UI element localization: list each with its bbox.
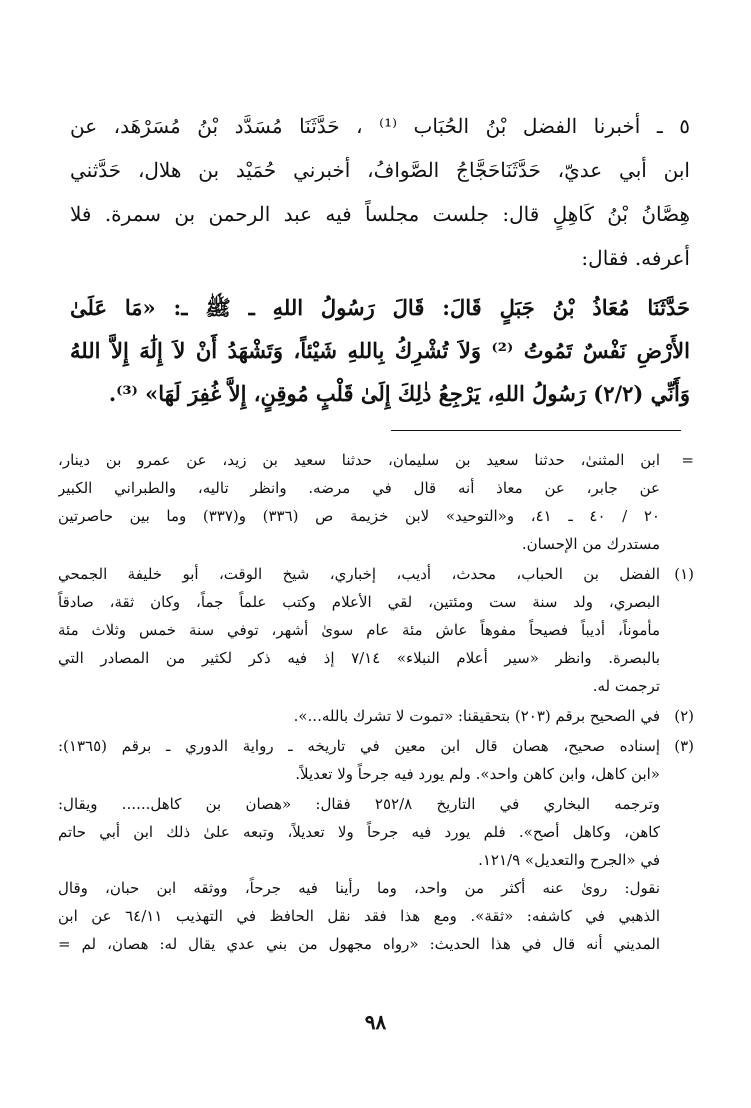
main-text	[70, 104, 690, 415]
footnote-line: في «الجرح والتعديل» ١٢١/٩.	[478, 851, 660, 869]
footnote-3	[58, 732, 694, 788]
footnote-marker: (١)	[674, 565, 694, 583]
footnote-separator	[391, 430, 681, 431]
footnote-line: البصري، ولد سنة ست ومئتين، لقي الأعلام وكتب علماً جماً، وكان ثقة، صادقاً	[58, 593, 660, 611]
footnotes	[58, 446, 694, 958]
footnote-line: ابن المثنىٰ، حدثنا سعيد بن سليمان، حدثنا سعيد بن زيد، عن عمرو بن دينار،	[58, 451, 660, 469]
hadith-line: حَدَّثَنَا مُعَاذُ بْنُ جَبَلٍ قَالَ: قَالَ رَسُولُ اللهِ ـ ﷺ ـ: «مَا عَلَىٰ	[70, 295, 690, 320]
footnote-line: إسناده صحيح، هصان قال ابن معين في تاريخه ـ رواية الدوري ـ برقم (١٣٦٥):	[58, 737, 660, 755]
footnote-continuation	[58, 446, 694, 558]
hadith-text	[70, 286, 690, 415]
footnote-marker: (٢)	[674, 707, 694, 725]
intro-paragraph	[70, 104, 690, 280]
page-number: ٩٨	[364, 1010, 387, 1034]
text-line: ٥ ـ أخبرنا الفضل بْنُ الحُبَاب ⁽¹⁾ ، حَدَّثَنَا مُسَدَّد بْنُ مُسَرْهَد، عن	[70, 114, 690, 138]
footnote-paragraph	[58, 874, 660, 958]
footnote-line: كاهن، وكاهل أصح». فلم يورد فيه جرحاً ولا تعديلاً، وتبعه علىٰ ذلك ابن أبي حاتم	[58, 823, 660, 841]
text-line: أعرفه. فقال:	[581, 246, 690, 270]
footnote-paragraph	[58, 790, 660, 874]
footnote-marker: =	[681, 451, 694, 469]
footnote-marker: (٣)	[674, 737, 694, 755]
footnote-line: الذهبي في كاشفه: «ثقة». ومع هذا فقد نقل الحافظ في التهذيب ٦٤/١١ عن ابن	[58, 907, 660, 925]
footnote-line: في الصحيح برقم (٢٠٣) بتحقيقنا: «تموت لا تشرك بالله...».	[293, 707, 660, 725]
footnote-line: مستدرك من الإحسان.	[521, 535, 660, 553]
footnote-line: ترجمت له.	[592, 677, 660, 695]
footnote-1	[58, 560, 694, 700]
footnote-line: الفضل بن الحباب، محدث، أديب، إخباري، شيخ الوقت، أبو خليفة الجمحي	[58, 565, 660, 583]
footnote-line: وترجمه البخاري في التاريخ ٢٥٢/٨ فقال: «هصان بن كاهل...... ويقال:	[58, 795, 660, 813]
footnote-line: مأموناً، أديباً فصيحاً مفوهاً عاش مئة عام سوىٰ أشهر، توفي سنة خمس وثلاث مئة	[58, 621, 660, 639]
footnote-2	[58, 702, 694, 730]
footnote-line: المديني أنه قال في هذا الحديث: «رواه مجهول من بني عدي يقال له: هصان، لم =	[58, 935, 660, 953]
footnote-line: نقول: روىٰ عنه أكثر من واحد، وما رأينا فيه جرحاً، ووثقه ابن حبان، وقال	[58, 879, 660, 897]
footnote-line: عن جابر، عن معاذ أنه قال في مرضه. وانظر تاليه، والطبراني الكبير	[58, 479, 660, 497]
hadith-line: وَأَنِّي (٢/٢) رَسُولُ اللهِ، يَرْجِعُ ذٰلِكَ إِلَىٰ قَلْبٍ مُوقِنٍ، إِلاَّ غُفِرَ لَهَا» ⁽³⁾.	[108, 381, 690, 406]
footnote-line: «ابن كاهل، وابن كاهن واحد». ولم يورد فيه جرحاً ولا تعديلاً.	[295, 765, 660, 783]
footnote-line: ٢٠ / ٤٠ ـ ٤١، و«التوحيد» لابن خزيمة ص (٣٣٦) و(٣٣٧) وما بين حاصرتين	[58, 507, 660, 525]
text-line: هِصَّانُ بْنُ كَاهِلٍ قال: جلست مجلساً فيه عبد الرحمن بن سمرة. فلا	[70, 202, 690, 226]
footnote-line: بالبصرة. وانظر «سير أعلام النبلاء» ٧/١٤ إذ فيه ذكر لكثير من المصادر التي	[58, 649, 660, 667]
text-line: ابن أبي عديّ، حَدَّثَنَاحَجَّاجُ الصَّوافُ، أخبرني حُمَيْد بن هلال، حَدَّثني	[70, 158, 690, 182]
hadith-line: الأَرْضِ نَفْسٌ تَمُوتُ ⁽²⁾ وَلاَ تُشْرِكُ بِاللهِ شَيْئاً، وَتَشْهَدُ أَنْ لاَ إِلَٰهَ إِلاَّ اللهُ	[70, 338, 690, 363]
